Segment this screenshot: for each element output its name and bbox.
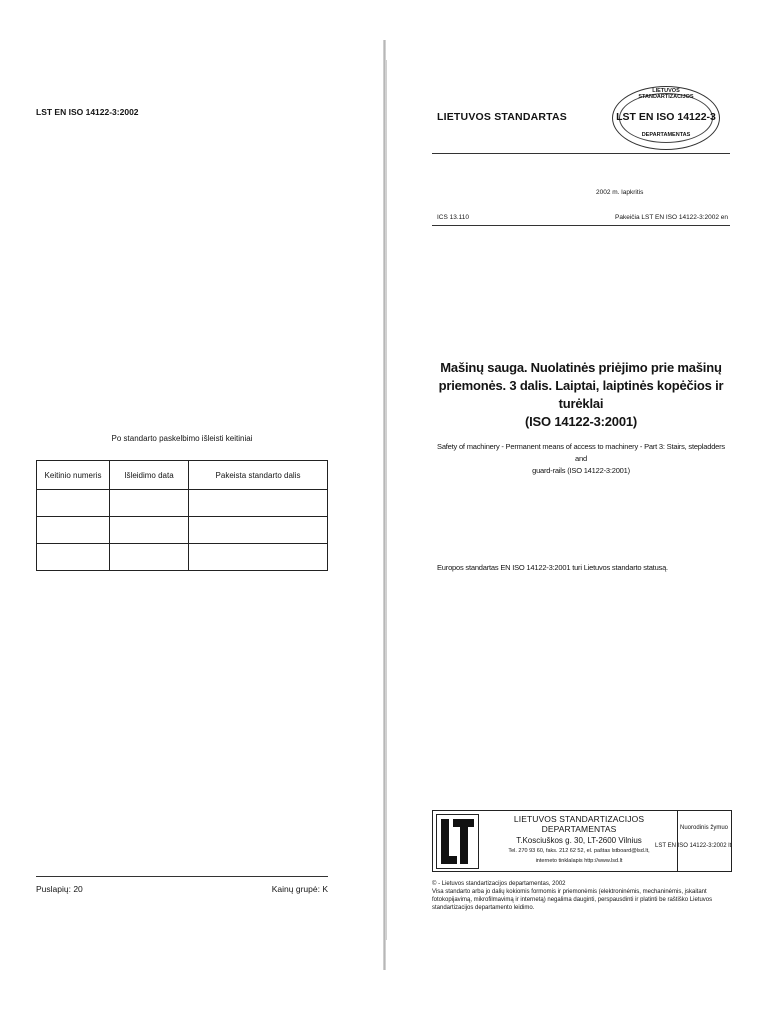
title-lt-line: priemonės. 3 dalis. Laiptai, laiptinės kopėčios ir turėklai bbox=[438, 378, 724, 411]
lst-logo-icon bbox=[437, 815, 478, 868]
column-header-amendment-number: Keitinio numeris bbox=[37, 461, 110, 490]
department-address: T.Kosciuškos g. 30, LT-2600 Vilnius bbox=[516, 836, 642, 845]
table-cell bbox=[37, 517, 110, 544]
department-phone: Tel. 270 93 60, faks. 212 62 52, el. paštas lstboard@lsd.lt, bbox=[508, 848, 650, 854]
organization-heading: LIETUVOS STANDARTAS bbox=[437, 111, 567, 123]
table-row bbox=[37, 490, 328, 517]
page-fold-line bbox=[386, 60, 387, 940]
table-cell bbox=[189, 544, 328, 571]
amendments-table bbox=[36, 460, 328, 571]
department-website: interneto tinklalapis http://www.lsd.lt bbox=[535, 858, 623, 864]
amendments-header-row bbox=[37, 461, 328, 490]
title-en-line: guard-rails (ISO 14122-3:2001) bbox=[532, 466, 630, 475]
ics-rule bbox=[432, 225, 730, 226]
amendments-title: Po standarto paskelbimo išleisti keitiniai bbox=[111, 434, 253, 443]
reference-value: LST EN ISO 14122-3:2002 lt bbox=[655, 843, 732, 849]
table-cell bbox=[37, 490, 110, 517]
copyright-line: © - Lietuvos standartizacijos departamentas, 2002 bbox=[432, 881, 566, 887]
table-cell bbox=[110, 544, 189, 571]
department-contact bbox=[481, 811, 678, 871]
lst-logo bbox=[436, 814, 479, 869]
standard-title-en bbox=[432, 441, 730, 477]
replaces-note: Pakeičia LST EN ISO 14122-3:2002 en bbox=[615, 214, 728, 221]
header-rule bbox=[432, 153, 730, 154]
table-cell bbox=[189, 490, 328, 517]
publication-date: 2002 m. lapkritis bbox=[596, 189, 644, 196]
stamp-top-text: LIETUVOS STANDARTIZACIJOS bbox=[638, 88, 694, 100]
title-lt-line: Mašinų sauga. Nuolatinės priėjimo prie mašinų bbox=[440, 360, 722, 375]
table-cell bbox=[110, 490, 189, 517]
left-page-document-code: LST EN ISO 14122-3:2002 bbox=[36, 107, 139, 117]
title-lt-line: (ISO 14122-3:2001) bbox=[524, 414, 638, 429]
title-en-line: Safety of machinery - Permanent means of access to machinery - Part 3: Stairs, stepladders and bbox=[437, 442, 725, 463]
table-row bbox=[37, 544, 328, 571]
reference-label: Nuorodinis žymuo bbox=[679, 825, 729, 831]
copyright-text: Visa standarto arba jo dalių kokiomis formomis ir priemonėmis (elektroninėmis, mechaninėmis, įskaitant fotokopijavimą, mikrofilmavimą ir internetą) negalima dauginti, perspausdinti ir platinti be raštiško Lietuvos standartizacijos departamento leidimo. bbox=[432, 889, 713, 911]
department-info-box bbox=[432, 810, 732, 872]
column-header-release-date: Išleidimo data bbox=[110, 461, 189, 490]
copyright-notice bbox=[432, 880, 730, 912]
column-header-changed-part: Pakeista standarto dalis bbox=[189, 461, 328, 490]
reference-cell bbox=[655, 811, 732, 871]
table-cell bbox=[189, 517, 328, 544]
left-page-footer-rule bbox=[36, 876, 328, 877]
department-name: LIETUVOS STANDARTIZACIJOS DEPARTAMENTAS bbox=[513, 814, 645, 834]
stamp-standard-code: LST EN ISO 14122-3 bbox=[616, 111, 716, 123]
standard-status: Europos standartas EN ISO 14122-3:2001 turi Lietuvos standarto statusą. bbox=[437, 563, 668, 572]
page-count: Puslapių: 20 bbox=[36, 884, 83, 894]
price-group: Kainų grupė: K bbox=[271, 884, 328, 894]
table-cell bbox=[37, 544, 110, 571]
table-cell bbox=[110, 517, 189, 544]
table-row bbox=[37, 517, 328, 544]
ics-code: ICS 13.110 bbox=[437, 214, 470, 221]
stamp-bottom-text: DEPARTAMENTAS bbox=[641, 132, 691, 138]
standard-title-lt bbox=[432, 359, 730, 431]
